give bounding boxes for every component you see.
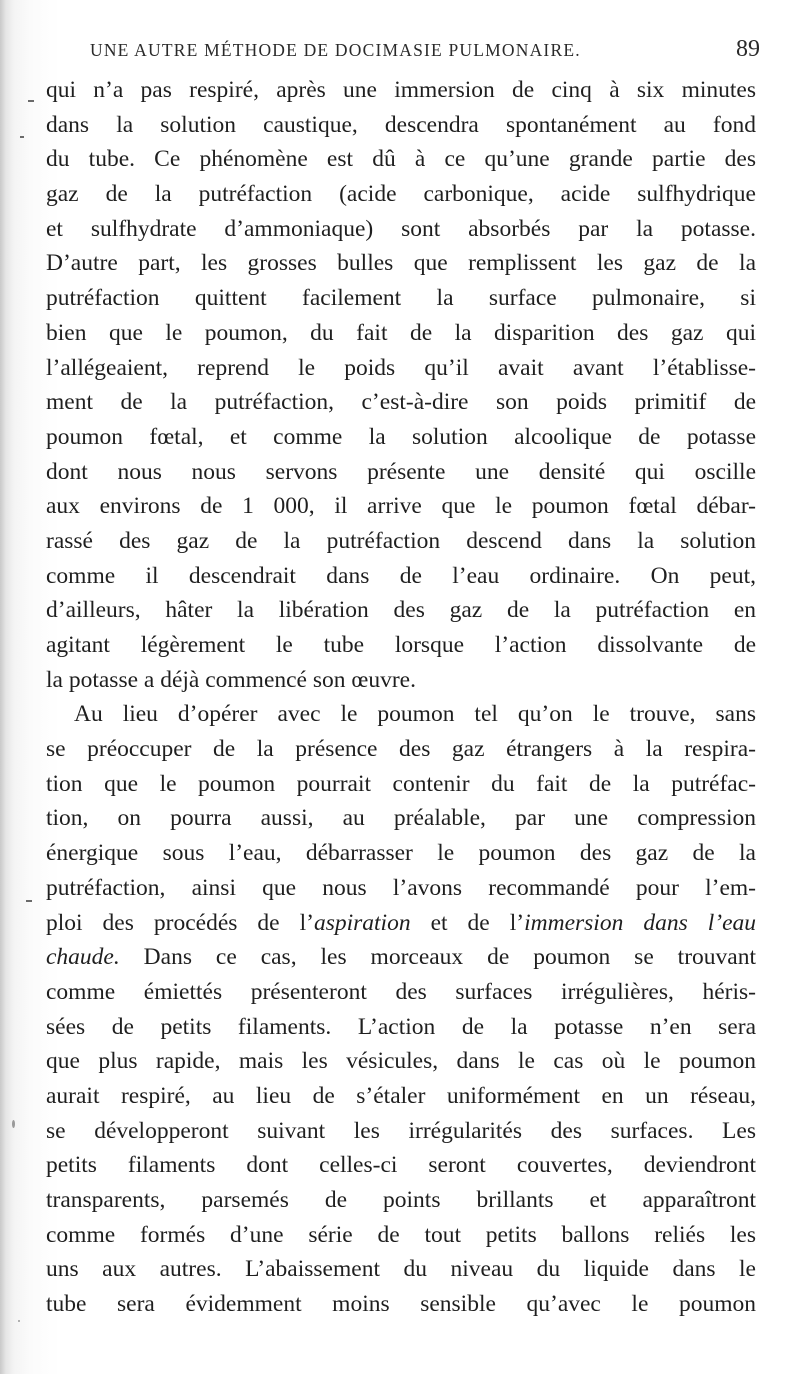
text-line: petits filaments dont celles-ci seront couvertes, deviendront [46,1152,756,1179]
text-line: se développeront suivant les irrégularités des surfaces. Les [46,1117,756,1144]
margin-mark [28,100,34,102]
text-line: D’autre part, les grosses bulles que remplissent les gaz de la [46,250,756,277]
text-line: qui n’a pas respiré, après une immersion de cinq à six minutes [46,77,756,103]
body-text [46,73,756,1322]
paragraph-start-line: Au lieu d’opérer avec le poumon tel qu’on le trouve, sans [74,701,756,728]
margin-mark [20,136,24,138]
text-run: et de l’ [410,909,525,936]
text-line: tion que le poumon pourrait contenir du fait de la putréfac- [46,770,756,797]
italic-term: immersion dans l’eau [524,909,756,936]
text-line: comme émiettés présenteront des surfaces irrégulières, héris- [46,978,756,1005]
text-line: poumon fœtal, et comme la solution alcoolique de potasse [46,423,756,450]
text-line: transparents, parsemés de points brillants et apparaîtront [46,1187,756,1213]
text-line: que plus rapide, mais les vésicules, dans le cas où le poumon [46,1048,756,1075]
text-line: l’allégeaient, reprend le poids qu’il avait avant l’établisse- [46,354,756,381]
text-line: d’ailleurs, hâter la libération des gaz de la putréfaction en [46,597,756,624]
paragraph-end-line: la potasse a déjà commencé son œuvre. [46,666,416,693]
italic-term: aspiration [313,909,411,936]
text-line: bien que le poumon, du fait de la disparition des gaz qui [46,319,756,346]
text-line: aux environs de 1 000, il arrive que le poumon fœtal débar- [46,493,756,520]
text-line: uns aux autres. L’abaissement du niveau du liquide dans le [46,1256,756,1283]
text-line-with-italics [46,940,756,975]
text-line: putréfaction quittent facilement la surface pulmonaire, si [46,285,756,312]
text-line: comme il descendrait dans de l’eau ordinaire. On peut, [46,562,756,589]
italic-term: chaude. [46,944,120,971]
text-line: énergique sous l’eau, débarrasser le poumon des gaz de la [46,840,756,867]
text-line: putréfaction, ainsi que nous l’avons recommandé pour l’em- [46,874,756,901]
text-line-with-italics [46,906,756,941]
text-line: et sulfhydrate d’ammoniaque) sont absorbés par la potasse. [46,215,756,242]
text-line: comme formés d’une série de tout petits ballons reliés les [46,1221,756,1248]
text-line: tion, on pourra aussi, au préalable, par une compression [46,805,756,832]
page-number: 89 [736,36,760,62]
text-line: agitant légèrement le tube lorsque l’action dissolvante de [46,632,756,658]
text-line: se préoccuper de la présence des gaz étrangers à la respira- [46,736,756,763]
text-run: Dans ce cas, les morceaux de poumon se trouvant [119,944,756,971]
text-line: gaz de la putréfaction (acide carbonique, acide sulfhydrique [46,181,756,208]
text-run: ploi des procédés de l’ [46,909,314,936]
text-line: dans la solution caustique, descendra spontanément au fond [46,111,756,138]
text-line: aurait respiré, au lieu de s’étaler uniformément en un réseau, [46,1082,756,1109]
text-line: ment de la putréfaction, c’est-à-dire son poids primitif de [46,389,756,416]
scan-speck [18,1320,20,1322]
text-line: du tube. Ce phénomène est dû à ce qu’une grande partie des [46,146,756,173]
text-line: tube sera évidemment moins sensible qu’avec le poumon [46,1291,756,1318]
margin-mark [26,900,32,902]
text-line: sées de petits filaments. L’action de la potasse n’en sera [46,1013,756,1040]
text-line: dont nous nous servons présente une densité qui oscille [46,458,756,485]
scan-speck [12,1120,15,1128]
page-header [90,36,760,66]
text-line: rassé des gaz de la putréfaction descend dans la solution [46,527,756,554]
running-title: UNE AUTRE MÉTHODE DE DOCIMASIE PULMONAIRE. [90,40,581,60]
